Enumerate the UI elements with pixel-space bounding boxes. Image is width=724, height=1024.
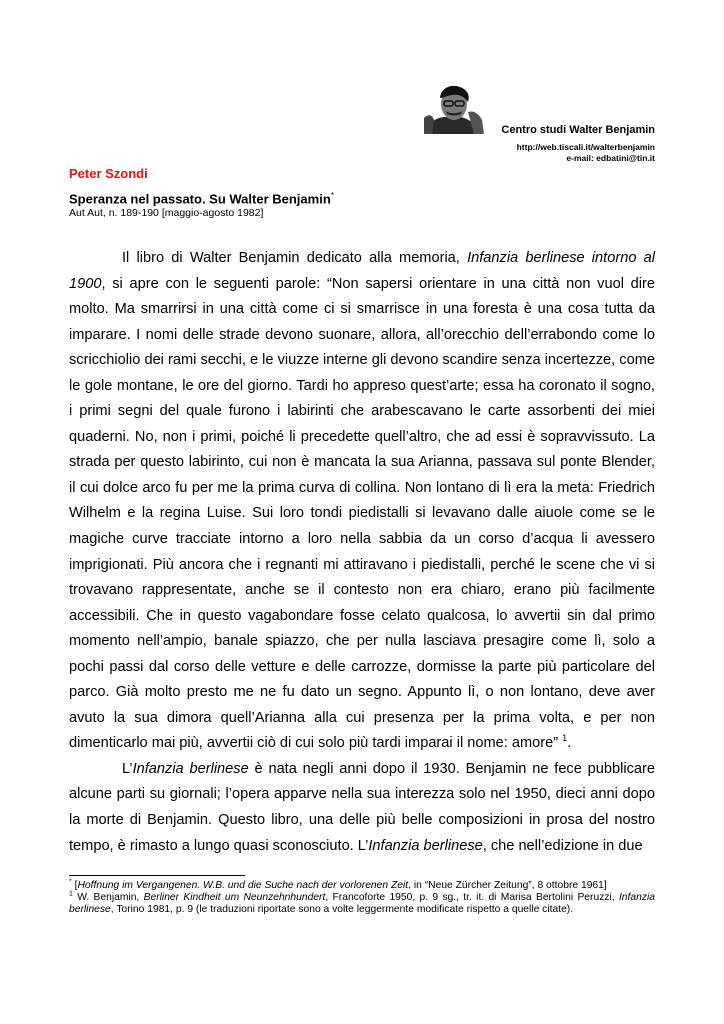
cited-title-italic: Berliner Kindheit um Neunzehnhundert bbox=[143, 892, 326, 904]
cited-title-italic: Infanzia berlinese bbox=[69, 892, 656, 916]
walter-benjamin-portrait bbox=[424, 84, 484, 134]
article-body bbox=[69, 246, 655, 859]
body-paragraph-2 bbox=[69, 757, 655, 859]
text-run: , Torino 1981, p. 9 (le traduzioni riportate sono a volte leggermente modificate rispetto a quelle citate). bbox=[110, 904, 574, 916]
footnote-1 bbox=[69, 892, 655, 916]
text-run: [ bbox=[71, 880, 78, 891]
body-paragraph-1 bbox=[69, 246, 655, 757]
article-title-text: Speranza nel passato. Su Walter Benjamin bbox=[69, 191, 331, 207]
footnote-star bbox=[69, 880, 655, 892]
contact-email[interactable]: e-mail: edbatini@tin.it bbox=[566, 153, 655, 163]
book-title-italic: Infanzia berlinese intorno al 1900 bbox=[69, 250, 655, 292]
text-run: , Francoforte 1950, p. 9 sg., tr. it. di Marisa Bertolini Peruzzi, bbox=[325, 892, 619, 904]
website-url[interactable]: http://web.tiscali.it/walterbenjamin bbox=[516, 142, 655, 152]
cited-title-italic: Hoffnung im Vergangenen. W.B. und die Suche nach der vorlorenen Zeit bbox=[77, 880, 409, 891]
book-title-italic: Infanzia berlinese bbox=[132, 760, 249, 777]
footnotes bbox=[69, 880, 655, 917]
footnote-mark: 1 bbox=[69, 890, 73, 898]
text-run: L’ bbox=[122, 760, 133, 777]
text-run: , in “Neue Zürcher Zeitung”, 8 ottobre 1961] bbox=[408, 880, 607, 891]
center-name: Centro studi Walter Benjamin bbox=[501, 124, 655, 136]
footnote-ref: 1 bbox=[562, 733, 568, 744]
title-footnote-mark: * bbox=[330, 191, 334, 200]
text-run: . bbox=[567, 735, 572, 752]
text-run: , che nell’edizione in due bbox=[482, 837, 643, 854]
article-source: Aut Aut, n. 189-190 [maggio-agosto 1982] bbox=[69, 207, 264, 219]
text-run: W. Benjamin, bbox=[72, 892, 144, 904]
footnote-mark: * bbox=[69, 878, 72, 886]
text-run: , si apre con le seguenti parole: “Non sapersi orientare in una città non vuol dire molto. Ma smarrirsi in una città come ci si smarrisce in una foresta è una cosa tutta da imparare. I nomi delle strade devono suonare, allora, all’orecchio dell’errabondo come lo scricchiolio dei rami secchi, e le viuzze interne gli devono scandire senza incertezze, come le gole montane, le ore del giorno. Tardi ho appreso quest’arte; essa ha coronato il sogno, i primi segni del quale furono i labirinti che arabescavano le carte assorbenti dei miei quaderni. No, non i primi, poiché li precedette quell’altro, che ad essi è sopravvissuto. La strada per questo labirinto, cui non è mancata la sua Arianna, passava sul ponte Blender, il cui dolce arco fu per me la prima curva di collina. Non lontano di lì era la meta: Friedrich Wilhelm e la regina Luise. Sui loro tondi piedistalli si levavano dalle aiuole come se le magiche curve tracciate intorno a loro nella sabbia da un corso d’acqua li avessero imprigionati. Più ancora che i regnanti mi attiravano i piedistalli, perché le scene che vi si trovavano rappresentate, anche se il contesto non era chiaro, erano più facilmente accessibili. Che in questo vagabondare fosse celato qualcosa, lo avvertii sin dal primo momento nell’ampio, banale spiazzo, che per nulla lasciava presagire come lì, solo a pochi passi dal corso delle vetture e delle carrozze, dormisse la parte più particolare del parco. Già molto presto me ne fu dato un segno. Appunto lì, o non lontano, deve aver avuto la sua dimora quell’Arianna alla cui presenza per la prima volta, e per non dimenticarlo mai più, avvertii ciò di cui solo più tardi imparai il nome: amore” bbox=[69, 275, 655, 752]
book-title-italic: Infanzia berlinese bbox=[368, 837, 483, 854]
footnote-divider bbox=[69, 875, 245, 876]
text-run: è nata negli anni dopo il 1930. Benjamin ne fece pubblicare alcune parti su giornali; l’opera apparve nella sua interezza solo nel 1950, dieci anni dopo la morte di Benjamin. Questo libro, una delle più belle composizioni in prosa del nostro tempo, è rimasto a lungo quasi sconosciuto. L’ bbox=[69, 760, 655, 854]
article-title bbox=[69, 191, 334, 206]
text-run: Il libro di Walter Benjamin dedicato alla memoria, bbox=[122, 250, 468, 266]
article-author: Peter Szondi bbox=[69, 166, 148, 181]
